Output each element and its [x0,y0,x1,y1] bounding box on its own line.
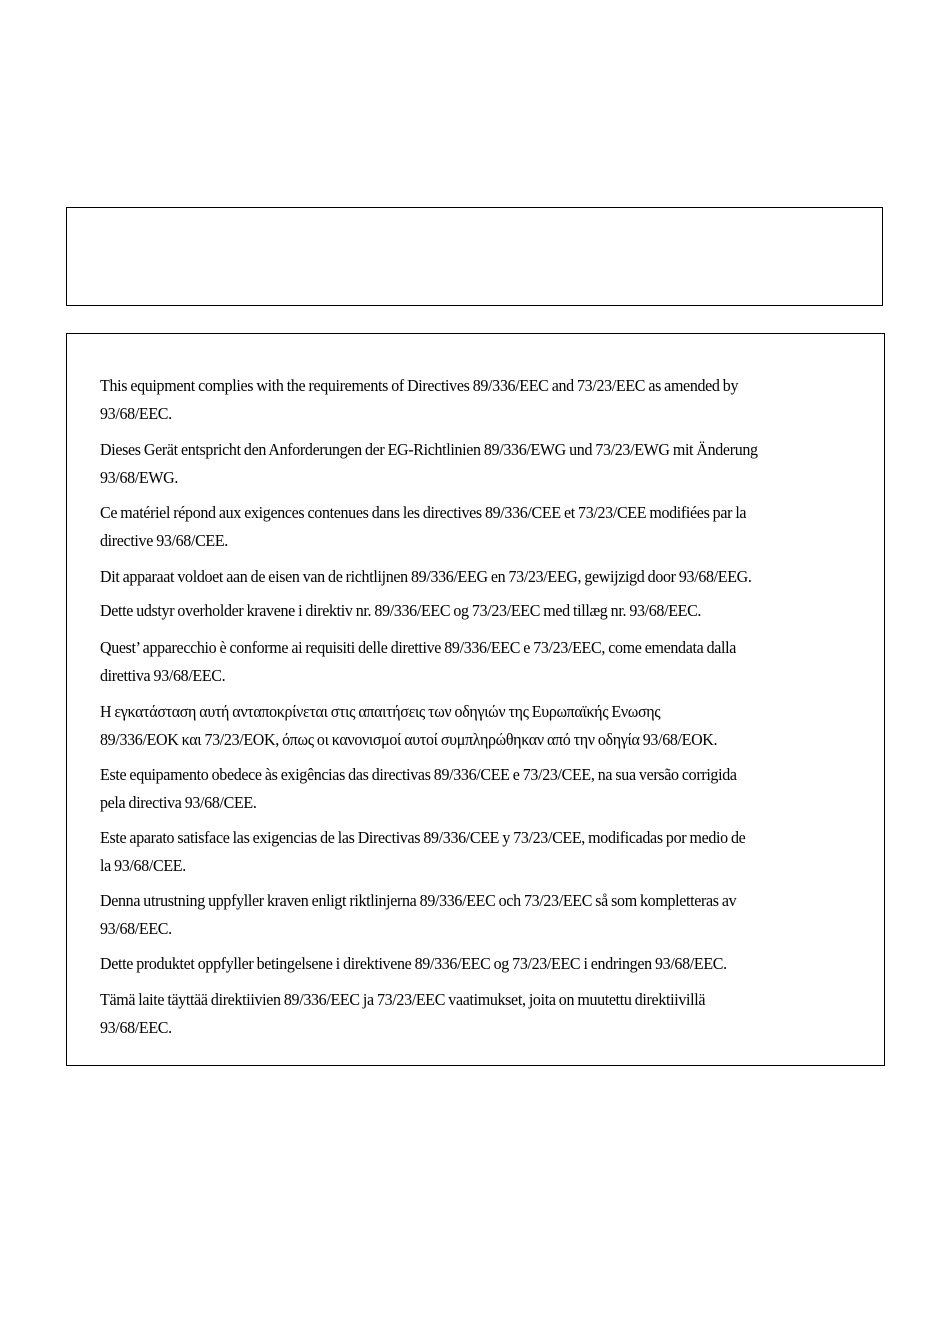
statement-nl [100,563,829,591]
statement-line: direttiva 93/68/EEC. [100,666,226,685]
statement-line: Denna utrustning uppfyller kraven enligt riktlinjerna 89/336/EEC och 73/23/EEC så som kompletteras av [100,891,737,910]
statement-it [100,634,829,690]
statement-line: Dit apparaat voldoet aan de eisen van de richtlijnen 89/336/EEG en 73/23/EEG, gewijzigd door 93/68/EEG. [100,567,752,586]
statement-sv [100,887,829,943]
statement-line: Dette udstyr overholder kravene i direktiv nr. 89/336/EEC og 73/23/EEC med tillæg nr. 93/68/EEC. [100,601,702,620]
top-empty-box [66,207,883,306]
statement-line: 93/68/EEC. [100,404,172,423]
statement-line: la 93/68/CEE. [100,856,186,875]
statement-line: Tämä laite täyttää direktiivien 89/336/EEC ja 73/23/EEC vaatimukset, joita on muutettu direktiivillä [100,990,706,1009]
statement-line: Este aparato satisface las exigencias de las Directivas 89/336/CEE y 73/23/CEE, modificadas por medio de [100,828,746,847]
statement-line: Dieses Gerät entspricht den Anforderungen der EG-Richtlinien 89/336/EWG und 73/23/EWG mit Änderung [100,440,758,459]
statement-line: 93/68/EWG. [100,468,178,487]
statement-el [100,698,829,754]
statement-line: Η εγκατάσταση αυτή ανταποκρίνεται στις απαιτήσεις των οδηγιών της Ευρωπαϊκής Ενωσης [100,702,661,721]
statement-line: This equipment complies with the requirements of Directives 89/336/EEC and 73/23/EEC as amended by [100,376,739,395]
statement-line: 93/68/EEC. [100,919,172,938]
statement-da [100,597,829,625]
statement-de [100,436,829,492]
statement-line: Ce matériel répond aux exigences contenues dans les directives 89/336/CEE et 73/23/CEE modifiées par la [100,503,747,522]
statement-en [100,372,829,428]
statement-line: Quest’ apparecchio è conforme ai requisiti delle direttive 89/336/EEC e 73/23/EEC, come emendata dalla [100,638,737,657]
statement-line: 89/336/EOK και 73/23/EOK, όπως οι κανονισμοί αυτοί συμπληρώθηκαν από την οδηγία 93/68/EOK. [100,730,718,749]
statement-no [100,950,829,978]
statement-fr [100,499,829,555]
statement-es [100,824,829,880]
statement-line: 93/68/EEC. [100,1018,172,1037]
statement-line: directive 93/68/CEE. [100,531,228,550]
statement-line: Este equipamento obedece às exigências das directivas 89/336/CEE e 73/23/CEE, na sua versão corrigida [100,765,737,784]
statement-line: Dette produktet oppfyller betingelsene i direktivene 89/336/EEC og 73/23/EEC i endringen 93/68/EEC. [100,954,727,973]
statement-fi [100,986,829,1042]
statement-line: pela directiva 93/68/CEE. [100,793,257,812]
statement-pt [100,761,829,817]
